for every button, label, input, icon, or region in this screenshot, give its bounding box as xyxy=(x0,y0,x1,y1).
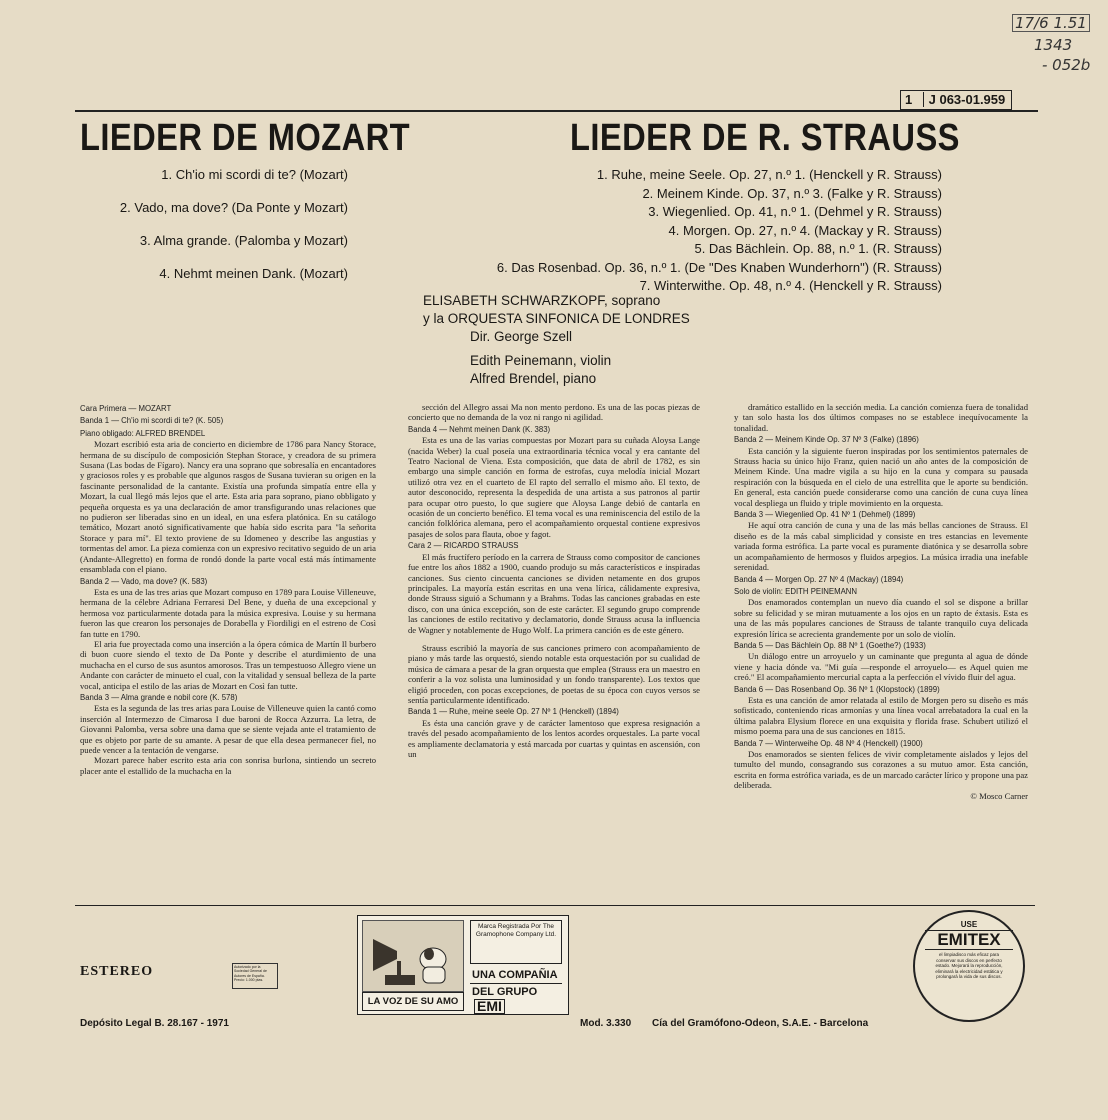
trademark-notice: Marca Registrada Por The Gramophone Company Ltd. xyxy=(470,920,562,964)
paragraph: El más fructífero período en la carrera de Strauss como compositor de canciones fue entre los años 1882 a 1900, cuando produjo su más característicos e inspiradas canciones. Sus ciento cincuenta canciones se dividen netamente en dos grupos principales. La mayoría están escritas en una vena lírica, cálidamente expresiva, donde Strauss siguió a Schumann y a Brahms. Todas las canciones grabadas en este disco, con una única excepción, son de este carácter. El segundo grupo comprende las canciones de estilo recitativo y declamatorio, donde Strauss acusa la influencia de Wagner y notablemente de Hugo Wolf. La primera canción es de este género. xyxy=(408,551,700,635)
emitex-text: el limpiadisco más eficaz para conservar sus discos en perfecto estado. Mejorará la reproducción, eliminará la electricidad estática y prolongará la vida de sus discos. xyxy=(935,952,1003,979)
compania-line-2 xyxy=(470,984,562,1017)
paragraph: Mozart escribió esta aria de concierto en diciembre de 1786 para Nancy Storace, hermana de su discípulo de composición Stephan Storace, y creadora de su primera Susana (Las bodas de Fígaro). Nancy era una soprano que sobresalía en encantadores y graciosos roles y es probable que algunos rasgos de Susana tuvieran su origen en la fascinante personalidad de la cantante. Existía una profunda simpatía entre ella y Mozart, la cual llegó más lejos que el arte. Esta aria para soprano, piano obbligato y pequeña orquesta es ya una declaración de amor transfigurando unas relaciones que no pudieron ser liberadas sino en un ideal, en una esfera platónica. En su catálogo temático, Mozart anotó significativamente que había sido escrita para "la señorita Storace y para mí". El texto proviene de su Idomeneo y describe las angustias y tormentas del amor. La pieza comienza con un expresivo recitativo seguido de un aria (Andante-Allegretto) en forma de rondó donde la parte vocal está más íntimamente ensamblada con el piano. xyxy=(80,439,376,575)
catalog-prefix: 1 xyxy=(905,92,913,107)
deposito-legal: Depósito Legal B. 28.167 - 1971 xyxy=(80,1018,229,1029)
handwritten-line: 1343 xyxy=(1034,36,1073,54)
credit-conductor: Dir. George Szell xyxy=(470,329,573,344)
model-number: Mod. 3.330 xyxy=(580,1018,632,1029)
emi-logo: EMI xyxy=(474,999,505,1014)
authorization-box: Autorizado por la Sociedad General de Autores de España. Precio: 1.000 ptas. xyxy=(232,963,278,989)
section-heading: Banda 1 — Ch'io mi scordi di te? (K. 505) xyxy=(80,416,224,426)
strauss-track: 1. Ruhe, meine Seele. Op. 27, n.º 1. (Henckell y R. Strauss) xyxy=(596,167,942,182)
handwritten-line: - 052b xyxy=(1042,56,1091,74)
section-heading: Piano obligado: ALFRED BRENDEL xyxy=(80,428,206,438)
strauss-track: 4. Morgen. Op. 27, n.º 4. (Mackay y R. Strauss) xyxy=(668,222,942,238)
credit-soprano: ELISABETH SCHWARZKOPF, soprano xyxy=(423,293,661,308)
section-heading: Banda 6 — Das Rosenband Op. 36 Nº 1 (Klopstock) (1899) xyxy=(734,684,940,694)
strauss-track: 2. Meinem Kinde. Op. 37, n.º 3. (Falke y R. Strauss) xyxy=(642,185,942,201)
credit-piano: Alfred Brendel, piano xyxy=(470,371,597,386)
mozart-track: 2. Vado, ma dove? (Da Ponte y Mozart) xyxy=(119,200,348,215)
section-heading: Banda 2 — Meinem Kinde Op. 37 Nº 3 (Falke) (1896) xyxy=(734,435,919,445)
paragraph: Dos enamorados se sienten felices de vivir completamente aislados y lejos del tumulto del mundo, consagrando sus corazones a su mutuo amor. Esta canción, escrita en forma estrófica variada, es de un marcado carácter lírico y propone una paz deliberada. xyxy=(734,749,1028,791)
paragraph: Un diálogo entre un arroyuelo y un caminante que pregunta al agua de dónde viene y hacia dónde va. "Mi guía —responde el arroyuelo— es Aquel quien me creó." El acompañamiento mercurial capta a la perfección el vívido fluir del agua. xyxy=(734,651,1028,683)
performer-credits xyxy=(423,292,690,388)
bottom-rule xyxy=(75,905,1035,906)
liner-notes-column-1 xyxy=(80,402,376,776)
mozart-title: LIEDER DE MOZART xyxy=(80,117,411,159)
liner-notes-column-3 xyxy=(734,402,1028,801)
credit-orchestra: y la ORQUESTA SINFONICA DE LONDRES xyxy=(423,311,690,326)
paragraph: Dos enamorados contemplan un nuevo día cuando el sol se dispone a brillar sobre su felicidad y se miran mutuamente a los ojos en un rapto de éxtasis. Esta es una de las más populares canciones de Strauss de talante tranquilo cuya delicada expresión lírica se acrecienta grandemente por un solo de violín. xyxy=(734,597,1028,639)
paragraph: Esta es la segunda de las tres arias para Louise de Villeneuve quien la cantó como inserción al Intermezzo de Cimarosa I due baroni de Rocca Azzurra. La letra, de Giovanni Palomba, versa sobre una dama que se siente vejada ante el tratamiento de que es objeto por parte de su amante. A pesar de que ella desea permanecer fiel, no puede vencer a la tentación de vengarse. xyxy=(80,703,376,755)
paragraph: dramático estallido en la sección media. La canción comienza fuera de tonalidad y tan solo hasta los dos últimos compases no se establece inequívocamente la tonalidad. xyxy=(734,402,1028,433)
estereo-label: ESTEREO xyxy=(80,964,154,979)
section-heading: Banda 3 — Alma grande e nobil core (K. 578) xyxy=(80,692,238,702)
logo-caption: LA VOZ DE SU AMO xyxy=(362,992,464,1011)
paragraph: sección del Allegro assai Ma non mento perdono. Es una de las pocas piezas de concierto que no demanda de la voz ni rango ni agilidad. xyxy=(408,402,700,423)
paragraph: Esta es una de las tres arias que Mozart compuso en 1789 para Louise Villeneuve, hermana de la célebre Adriana Ferraresi Del Bene, y dueña de una excepcional y hermosa voz particularmente dotada para la música expresiva. Louise y su hermana fueron las que crearon los personajes de Dorabella y Fiordiligi en el estreno de Così fan tutte en 1790. xyxy=(80,586,376,639)
paragraph: Strauss escribió la mayoría de sus canciones primero con acompañamiento de piano y más tarde las orquestó, siendo notable esta orquestación por su cualidad de música de cámara a pesar de la gran orquesta que emplea (Strauss era un maestro en conferir a la voz solista una luminosidad y un fondo transparente). Los textos que eligió proceden, con pocas excepciones, de poetas de su época con cuyos versos se sentía particularmente identificado. xyxy=(408,642,700,705)
section-heading: Banda 5 — Das Bächlein Op. 88 Nº 1 (Goethe?) (1933) xyxy=(734,640,926,650)
strauss-track: 3. Wiegenlied. Op. 41, n.º 1. (Dehmel y R. Strauss) xyxy=(648,204,942,219)
liner-notes-column-2 xyxy=(408,402,700,759)
mozart-track: 3. Alma grande. (Palomba y Mozart) xyxy=(139,233,348,248)
handwritten-note xyxy=(1012,14,1106,73)
paragraph: El aria fue proyectada como una inserción a la ópera cómica de Martín Il burbero di buon cuore siendo el texto de Da Ponte y describe el aturdimiento de una muchacha en el curso de sus asuntos amorosos. Tras un tempestuoso Allegro viene un Andante con carácter de minueto el cual, con la vitalidad y sensual belleza de la parte vocal, anticipa el estilo de las arias de Mozart en Così fan tutte. xyxy=(80,638,376,691)
compania-text: DEL GRUPO xyxy=(472,986,538,998)
section-heading: Banda 4 — Morgen Op. 27 Nº 4 (Mackay) (1894) xyxy=(734,574,904,584)
paragraph: Mozart parece haber escrito esta aria con sonrisa burlona, sintiendo un secreto placer ante el estallido de la muchacha en la xyxy=(80,755,376,776)
emitex-name: EMITEX xyxy=(925,930,1013,950)
strauss-track-list xyxy=(480,166,942,296)
catalog-number xyxy=(900,90,1012,110)
strauss-track: 5. Das Bächlein. Op. 88, n.º 1. (R. Strauss) xyxy=(694,241,942,256)
compania-line: UNA COMPAÑIA xyxy=(470,968,562,984)
company-name: Cía del Gramófono-Odeon, S.A.E. - Barcelona xyxy=(652,1018,869,1029)
section-heading: Banda 7 — Winterweihe Op. 48 Nº 4 (Henckell) (1900) xyxy=(734,738,923,748)
top-rule xyxy=(75,110,1038,112)
dog-gramophone-icon xyxy=(362,920,464,992)
paragraph: He aquí otra canción de cuna y una de las más bellas canciones de Strauss. El diseño es de la más cabal simplicidad y consiste en tres estancias en levemente variada forma estrófica. La parte vocal es puramente diatónica y se desarrolla sobre un acompañamiento de hermosos y fluidos arpegios. La música irradia una inefable serenidad. xyxy=(734,520,1028,573)
section-heading: Solo de violín: EDITH PEINEMANN xyxy=(734,586,858,596)
paragraph: Esta es una de las varias compuestas por Mozart para su cuñada Aloysa Lange (nacida Weber) la cual poseía una extraordinaria técnica vocal y era cantante del Teatro Nacional de Viena. Esta composición, que data de abril de 1782, es sin embargo una simple canción en forma de estrofas, cuya melodía inicial Mozart utilizó otra vez en el cuarteto de El rapto del serrallo el mismo año. El texto, de autor desconocido, representa la despedida de una artista a sus patronos al partir para ocupar otro puesto, lo que sugiere que Aloysa Lange debió de cantarla en ocasión de un concierto benéfico. El tema vocal es una reminiscencia del estilo de la canción folklórica alemana, pero el acompañamiento orquestal contiene expresivos pasajes de solos para flauta, oboe y fagot. xyxy=(408,435,700,539)
paragraph: Esta canción y la siguiente fueron inspiradas por los sentimientos paternales de Strauss hacia su único hijo Franz, quien nació un año antes de la composición de Meinem Kinde. Una madre vigila a su hijo en la cuna y compara su pausada respiración con la búsqueda en el cielo de una estrellita que le aporte su bendición. En general, esta canción puede considerarse como una canción de cuna cuya línea vocal despliega un fluido y triple movimiento en la orquesta. xyxy=(734,445,1028,508)
section-heading: Banda 3 — Wiegenlied Op. 41 Nº 1 (Dehmel) (1899) xyxy=(734,510,916,520)
section-heading: Banda 1 — Ruhe, meine seele Op. 27 Nº 1 (Henckell) (1894) xyxy=(408,707,619,717)
paragraph: Esta es una canción de amor relatada al estilo de Morgen pero su diseño es más sofisticado, conteniendo ricas armonías y una línea vocal arrebatadora la cual en la última palabra Elysium florece en una exquisita y florida frase. Schubert utilizó el mismo poema para una de sus canciones en 1815. xyxy=(734,694,1028,737)
mozart-track: 1. Ch'io mi scordi di te? (Mozart) xyxy=(161,167,348,182)
strauss-track: 6. Das Rosenbad. Op. 36, n.º 1. (De "Des Knaben Wunderhorn") (R. Strauss) xyxy=(496,259,942,275)
author-signature: © Mosco Carner xyxy=(970,790,1028,801)
emi-group-badge xyxy=(470,968,562,1014)
handwritten-line: 17/6 1.51 xyxy=(1012,14,1090,32)
strauss-track: 7. Winterwithe. Op. 48, n.º 4. (Henckell y R. Strauss) xyxy=(639,278,942,293)
mozart-track: 4. Nehmt meinen Dank. (Mozart) xyxy=(159,266,348,281)
paragraph-gap xyxy=(408,635,700,643)
section-heading: Cara Primera — MOZART xyxy=(80,404,172,413)
paragraph: Es ésta una canción grave y de carácter lamentoso que expresa resignación a través del pesado acompañamiento de los lentos acordes orquestales. La parte vocal es ampliamente declamatoria y está marcada por cuartas y quintas en ascensión, con un xyxy=(408,717,700,759)
section-heading: Cara 2 — RICARDO STRAUSS xyxy=(408,541,519,551)
mozart-track-list xyxy=(80,163,348,286)
credit-violin: Edith Peinemann, violin xyxy=(470,353,612,368)
emitex-seal xyxy=(913,910,1025,1022)
strauss-title: LIEDER DE R. STRAUSS xyxy=(570,117,960,159)
section-heading: Banda 4 — Nehmt meinen Dank (K. 383) xyxy=(408,424,551,434)
his-masters-voice-logo xyxy=(357,915,569,1015)
catalog-code: J 063-01.959 xyxy=(923,92,1006,107)
emitex-use: USE xyxy=(960,920,978,929)
section-heading: Banda 2 — Vado, ma dove? (K. 583) xyxy=(80,576,208,586)
